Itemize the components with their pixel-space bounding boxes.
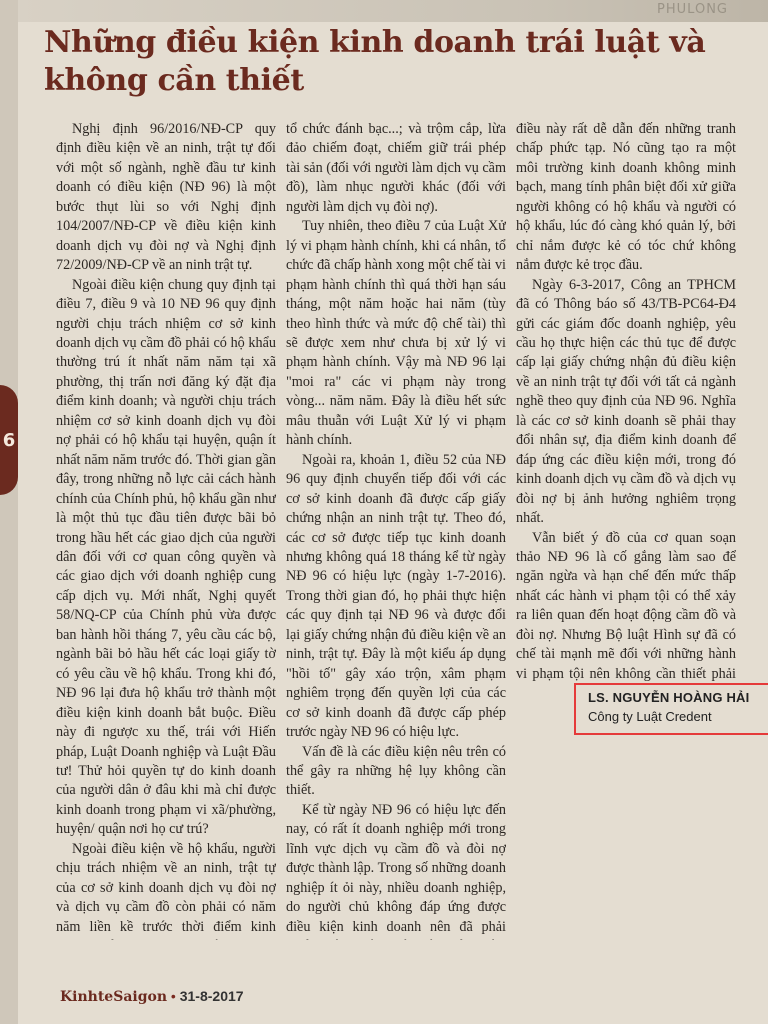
page-number-tab: 6 (0, 385, 18, 495)
paragraph: Kể từ ngày NĐ 96 có hiệu lực đến nay, có rất ít doanh nghiệp mới trong lĩnh vực dịch vụ cầm đồ và đòi nợ được thành lập. Trong số những doanh nghiệp ít ỏi này, nhiều doanh nghiệp, do người chủ không đáp ứng được điều kiện kinh doanh nên đã phải (286, 801, 506, 935)
paragraph: Ngoài ra, khoản 1, điều 52 của NĐ 96 quy định chuyển tiếp đối với các cơ sở kinh doanh đã được cấp giấy chứng nhận an ninh trật tự. Theo đó, các cơ sở được tiếp tục kinh doanh nhưng không quá 18 tháng kể từ ngày NĐ 96 có hiệu lực (ngày 1-7-2016). Trong thời gian đó, họ phải thực hiện các quy định tại NĐ 96 và được đổi lại giấy chứng nhận đủ điều kiện về an ninh, trật tự. Đây là một kiểu áp dụng "hồi tố" gây xáo trộn, xâm phạm nghiêm trọng đến quyền lợi của các cơ sở kinh doanh đã được cấp phép trước ngày NĐ 96 có hiệu lực. (286, 451, 506, 741)
article-column-2 (286, 120, 506, 940)
article-column-3 (516, 120, 736, 685)
author-company: Công ty Luật Credent (588, 709, 712, 724)
top-brand-text: PHULONG (657, 2, 728, 17)
author-name: LS. NGUYỄN HOÀNG HẢI (588, 690, 750, 705)
article-column-1 (56, 120, 276, 940)
paragraph: Tuy nhiên, theo điều 7 của Luật Xử lý vi phạm hành chính, khi cá nhân, tổ chức đã chấp hành xong một chế tài vi phạm hành chính thì quá thời hạn sáu tháng, một năm hoặc hai năm (tùy theo hình thức và mức độ chế tài) thì sẽ được xem như chưa bị xử lý vi phạm hành chính. Vậy mà NĐ 96 lại "moi ra" các vi phạm này trong vòng... năm năm. Đây là điều hết sức mâu thuẫn với Luật Xử lý vi phạm hành chính. (286, 218, 506, 449)
footer-separator: • (170, 988, 176, 1004)
paragraph: Vấn đề là các điều kiện nêu trên có thể gây ra những hệ lụy không cần thiết. (286, 743, 506, 799)
footer-brand: KinhteSaigon (60, 989, 168, 1005)
footer-date: 31-8-2017 (179, 988, 244, 1004)
top-strip (18, 0, 768, 22)
author-signature-box (574, 683, 768, 735)
paragraph: Ngày 6-3-2017, Công an TPHCM đã có Thông báo số 43/TB-PC64-Đ4 gửi các giám đốc doanh nghiệp, yêu cầu họ thực hiện các thủ tục để được cấp lại giấy chứng nhận đủ điều kiện về an ninh trật tự đối với tất cả ngành nghề theo quy định của NĐ 96. Nghĩa là các cơ sở kinh doanh sẽ phải thay đổi nhân sự, địa điểm kinh doanh để đáp ứng các điều kiện mới, trong đó kinh doanh dịch vụ cầm đồ và dịch vụ đòi nợ bị ảnh hưởng nghiêm trọng nhất. (516, 276, 736, 527)
paragraph: Ngoài điều kiện chung quy định tại điều 7, điều 9 và 10 NĐ 96 quy định người chịu trách nhiệm cơ sở kinh doanh dịch vụ cầm đồ phải có hộ khẩu thường trú ít nhất năm năm tại xã phường, thị trấn nơi đăng ký đặt địa điểm kinh doanh; và người chịu trách nhiệm cơ sở kinh doanh dịch vụ đòi nợ phải có hộ khẩu tại huyện, quận ít nhất năm năm trước đó. Thời gian gần đây, trong những nỗ lực cải cách hành chính của Chính phủ, hộ khẩu gần như là một thủ tục đầu tiên được bãi bỏ trong hầu hết các giao dịch của người dân đối với cơ quan công quyền và các giao dịch với doanh nghiệp cung cấp dịch vụ. Mới nhất, Nghị quyết 58/NQ-CP của Chính phủ vừa được ban hành hồi tháng 7, yêu cầu các bộ, ngành bãi bỏ hầu hết các loại giấy tờ có yêu cầu về hộ khẩu. Trong khi đó, NĐ 96 lại đưa hộ khẩu trở thành một điều kiện kinh doanh bắt buộc. Điều này đi ngược xu thế, trái với Hiến pháp, Luật Doanh nghiệp và Luật Đầu tư! Thử hỏi quyền tự do kinh doanh của người dân ở đâu khi mà chỉ được kinh doanh trong phạm vi xã/phường, huyện/ quận nơi họ cư trú? (56, 276, 276, 838)
paragraph: điều này rất dễ dẫn đến những tranh chấp phức tạp. Nó cũng tạo ra một môi trường kinh doanh không minh bạch, mang tính phân biệt đối xử giữa người không có hộ khẩu và người có hộ khẩu, lúc đó càng khó quản lý, bởi chỉ nắm được kẻ có tóc chứ không nắm được kẻ trọc đầu. (516, 121, 736, 274)
article-title: Những điều kiện kinh doanh trái luật và không cần thiết (44, 25, 706, 98)
magazine-page (18, 0, 768, 1024)
paragraph: tổ chức đánh bạc...; và trộm cắp, lừa đảo chiếm đoạt, chiếm giữ trái phép tài sản (đối với người làm dịch vụ cầm đồ), làm nhục người khác (đối với người làm dịch vụ đòi nợ). (286, 121, 506, 215)
page-footer (60, 988, 244, 1005)
paragraph: Nghị định 96/2016/NĐ-CP quy định điều kiện về an ninh, trật tự đối với một số ngành, nghề đầu tư kinh doanh có điều kiện (NĐ 96) là một bước thụt lùi so với Nghị định 104/2007/NĐ-CP về điều kiện kinh doanh dịch vụ đòi nợ và Nghị định 72/2009/NĐ-CP về an ninh trật tự. (56, 121, 276, 274)
paragraph: Vẫn biết ý đồ của cơ quan soạn thảo NĐ 96 là cố gắng làm sao để ngăn ngừa và hạn chế đến mức thấp nhất các hành vi phạm tội có thể xảy ra liên quan đến hoạt động cầm đồ và đòi nợ. Nhưng Bộ luật Hình sự đã có chế tài mạnh mẽ đối với những hành vi phạm tội nên không cần thiết phải (516, 529, 736, 682)
paragraph: Ngoài điều kiện về hộ khẩu, người chịu trách nhiệm về an ninh, trật tự của cơ sở kinh doanh dịch vụ đòi nợ và dịch vụ cầm đồ còn phải có năm năm liền kề trước thời điểm kinh (56, 840, 276, 935)
